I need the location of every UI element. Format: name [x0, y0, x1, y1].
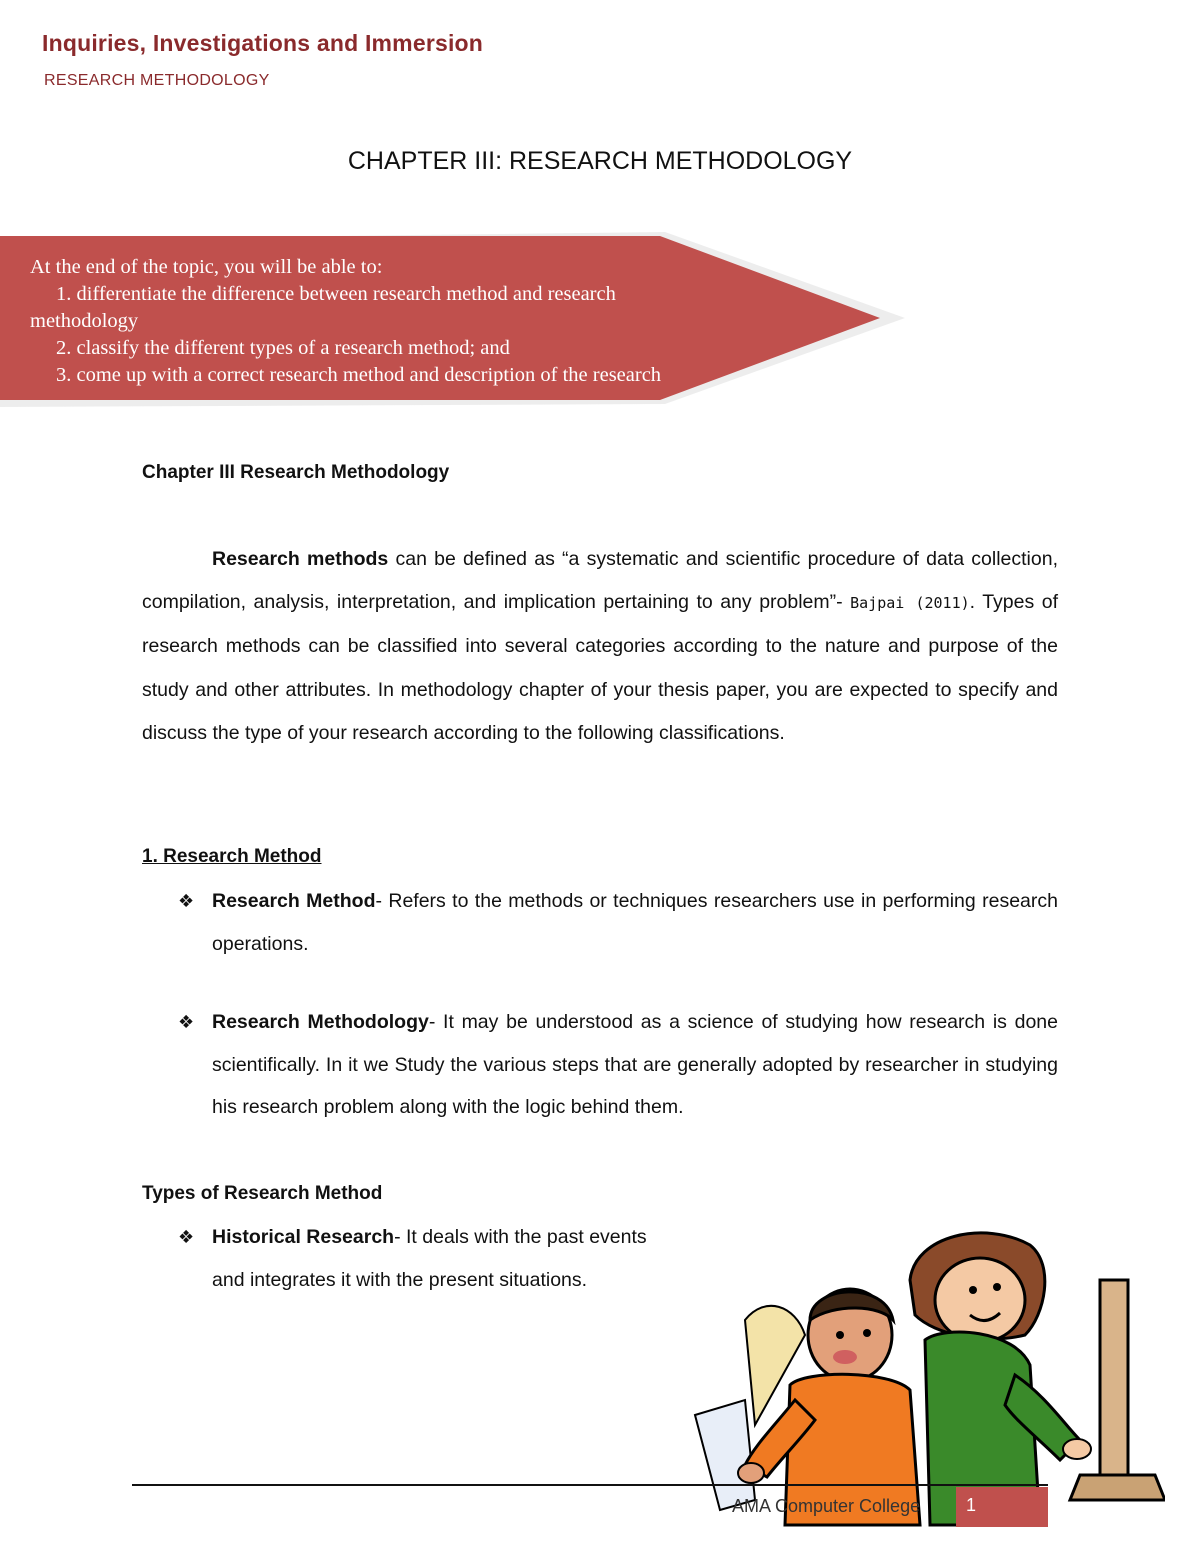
diamond-bullet-icon: ❖ — [178, 1227, 195, 1247]
bullet-desc: - Refers to the methods or techniques researchers use in performing research operations. — [212, 890, 1058, 955]
bullet-term: Research Method — [212, 890, 376, 912]
paragraph-text-b: . Types of research methods can be classified into several categories according to the nature and purpose of the study and other attributes. In methodology chapter of your thesis paper, you are expected to specify and discuss the type of your research according to the following classifications. — [142, 591, 1059, 744]
footer-divider — [132, 1484, 1048, 1486]
bullet-term: Research Methodology — [212, 1011, 429, 1033]
footer-page-box — [956, 1487, 1048, 1527]
objective-item-2: 2. classify the different types of a research method; and — [56, 337, 510, 359]
chapter-title: CHAPTER III: RESEARCH METHODOLOGY — [347, 147, 853, 175]
bullet-research-methodology — [178, 1001, 1058, 1129]
objectives-banner — [0, 232, 905, 407]
bullet-desc-line2: and integrates it with the present situations. — [212, 1268, 588, 1291]
section-title: Chapter III Research Methodology — [142, 462, 450, 483]
diamond-bullet-icon: ❖ — [178, 1012, 195, 1032]
bullet-research-method — [178, 880, 1058, 965]
page-number: 1 — [966, 1495, 977, 1515]
objective-item-1-cont: methodology — [30, 310, 139, 332]
bullet-desc-line1: - It deals with the past events — [394, 1226, 647, 1248]
paragraph-lead-term: Research methods — [212, 548, 389, 570]
bullet-desc: - It may be understood as a science of studying how research is done scientifically. In it we Study the various steps that are generally adopted by researcher in studying his research problem along with the logic behind them. — [212, 1011, 1058, 1118]
paragraph-text-a: can be defined as “a systematic and scientific procedure of data collection, compilation, analysis, interpretation, and implication pertaining to any problem”- — [142, 548, 1058, 614]
footer-college-name: AMA Computer College — [732, 1496, 921, 1516]
bullet-historical-research — [178, 1216, 698, 1301]
types-heading: Types of Research Method — [142, 1183, 383, 1204]
bullet-text — [212, 1001, 1058, 1129]
diamond-bullet-icon: ❖ — [178, 891, 195, 911]
research-method-heading: 1. Research Method — [142, 846, 322, 867]
objectives-text — [30, 254, 870, 404]
document-header-title: Inquiries, Investigations and Immersion — [42, 30, 484, 56]
intro-paragraph — [142, 538, 1058, 755]
bullet-text — [212, 1216, 698, 1301]
bullet-term: Historical Research — [212, 1226, 395, 1248]
objective-item-1: 1. differentiate the difference between research method and research — [56, 283, 616, 305]
objective-item-3: 3. come up with a correct research method and description of the research — [56, 364, 662, 386]
bullet-text — [212, 880, 1058, 965]
paragraph-citation: Bajpai (2011) — [850, 594, 970, 613]
document-header-subtitle: RESEARCH METHODOLOGY — [44, 72, 270, 89]
objectives-intro: At the end of the topic, you will be able to: — [30, 256, 383, 278]
